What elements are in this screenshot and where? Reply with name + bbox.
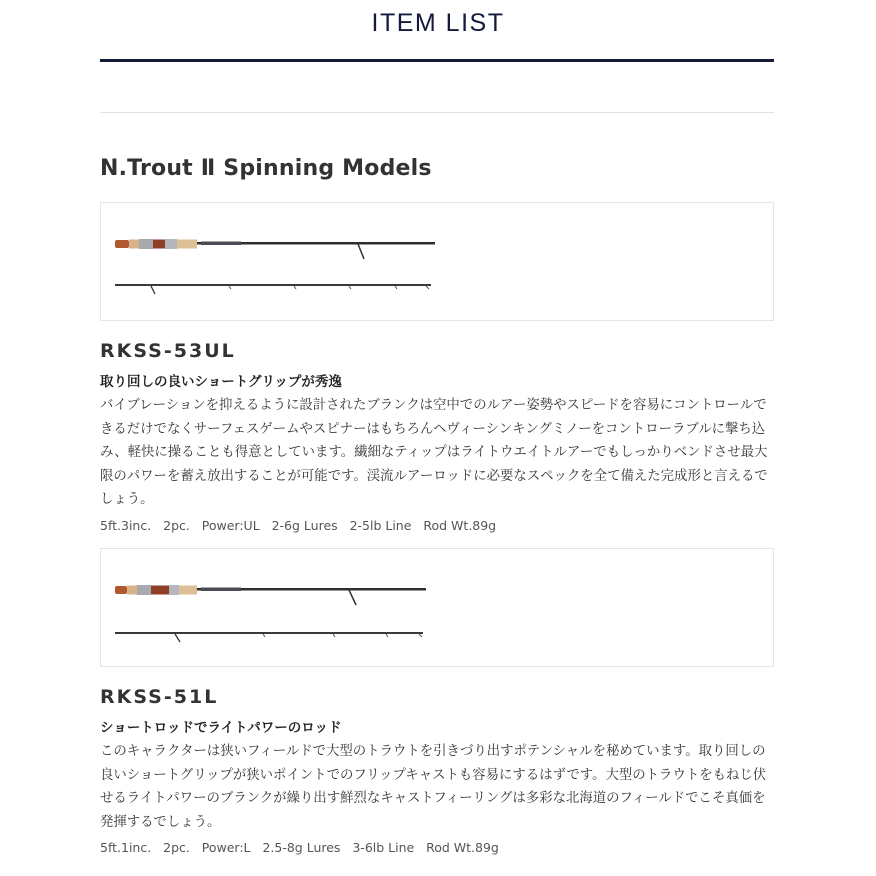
model-name: RKSS-53UL [100, 340, 236, 362]
product-catchphrase: ショートロッドでライトパワーのロッド [100, 720, 342, 736]
rod-image [111, 549, 451, 666]
page-title: ITEM LIST [371, 9, 505, 37]
product-description: バイブレーションを抑えるように設計されたブランクは空中でのルアー姿勢やスピードを容易にコントロールできるだけでなくサーフェスゲームやスピナーはもちろんヘヴィーシンキングミノーをコントローラブルに撃ち込み、軽快に操ることも得意としています。繊細なティップはライトウエイトルアーでもしっかりベンドさせ最大限のパワーを蓄え放出することが可能です。渓流ルアーロッドに必要なスペックを全て備えた完成形と言えるでしょう。 [100, 398, 768, 507]
rod-image [111, 203, 451, 320]
product-specs: 5ft.3inc. 2pc. Power:UL 2-6g Lures 2-5lb Line Rod Wt.89g [100, 517, 497, 533]
product-catchphrase: 取り回しの良いショートグリップが秀逸 [100, 374, 342, 390]
product-specs: 5ft.1inc. 2pc. Power:L 2.5-8g Lures 3-6lb Line Rod Wt.89g [100, 840, 499, 855]
section-divider [100, 112, 774, 113]
product-card-rkss-53ul [100, 202, 774, 536]
model-name: RKSS-51L [100, 686, 219, 708]
product-description: このキャラクターは狭いフィールドで大型のトラウトを引きづり出すポテンシャルを秘めています。取り回しの良いショートグリップが狭いポイントでのフリップキャストも容易にするはずです。大型のトラウトをもねじ伏せるライトパワーのブランクが繰り出す鮮烈なキャストフィーリングは多彩な北海道のフィールドでこそ真価を発揮するでしょう。 [100, 744, 767, 830]
section-heading: N.Trout Ⅱ Spinning Models [100, 156, 432, 181]
title-divider [100, 59, 774, 62]
product-image[interactable] [100, 548, 774, 667]
product-card-rkss-51l [100, 548, 774, 858]
product-image[interactable] [100, 202, 774, 321]
